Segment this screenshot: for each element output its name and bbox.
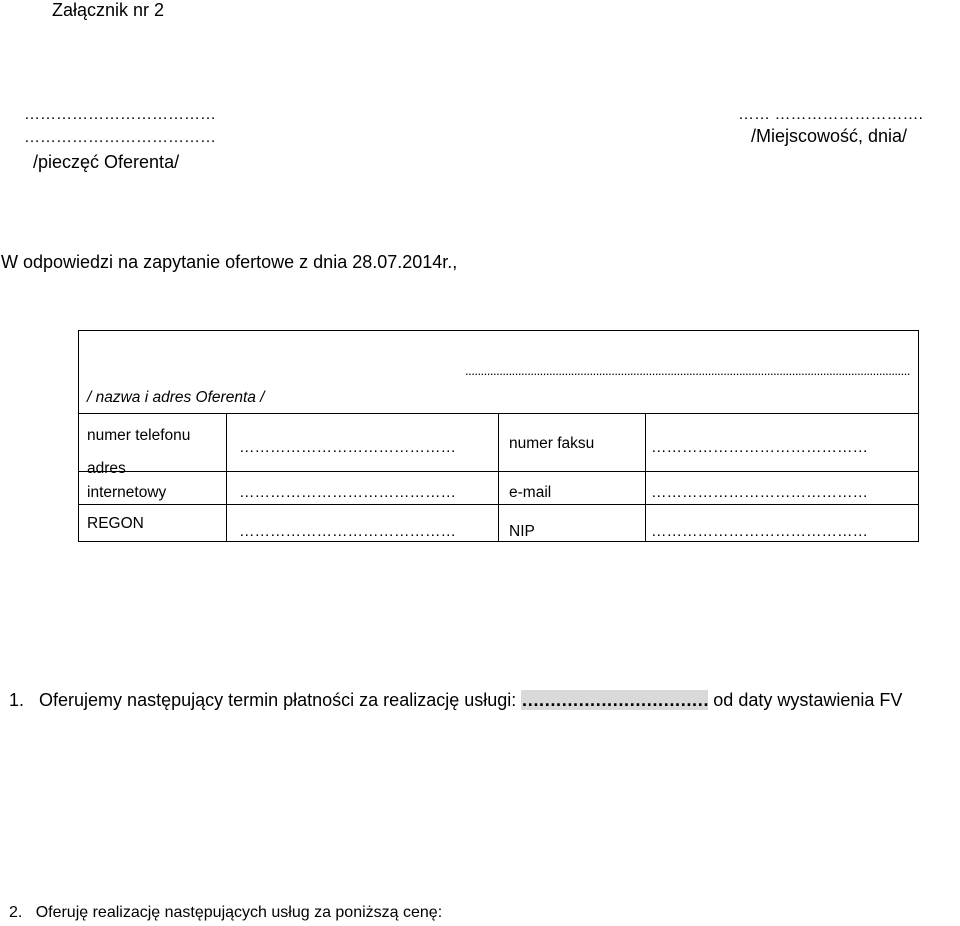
table-column-divider — [498, 413, 499, 542]
website-label-line-1: adres — [87, 460, 126, 477]
place-date-dots: …… ………………………. — [738, 106, 923, 123]
phone-label: numer telefonu — [87, 427, 191, 444]
payment-term-blank: …………………………… — [521, 690, 709, 710]
item-2 — [9, 904, 442, 922]
attachment-label: Załącznik nr 2 — [52, 0, 165, 20]
fax-label: numer faksu — [509, 435, 595, 452]
offeror-name-dots: ............................................................................................................................................... — [465, 363, 910, 378]
table-column-divider — [645, 413, 646, 542]
website-value-dots: …………………………………… — [239, 484, 456, 501]
item-1 — [9, 690, 902, 711]
regon-value-dots: …………………………………… — [239, 523, 456, 540]
item-1-text-after: od daty wystawienia FV — [713, 690, 903, 710]
stamp-dots-line-1: ……………………………… — [24, 106, 216, 123]
website-label-line-2: internetowy — [87, 484, 167, 501]
offeror-name-caption: / nazwa i adres Oferenta / — [87, 389, 265, 406]
regon-label: REGON — [87, 515, 144, 532]
email-label: e-mail — [509, 484, 552, 501]
place-date-caption: /Miejscowość, dnia/ — [751, 126, 908, 146]
email-value-dots: …………………………………… — [651, 484, 868, 501]
item-1-text: Oferujemy następujący termin płatności za realizację usługi: — [39, 690, 517, 710]
item-1-number: 1. — [9, 690, 25, 710]
nip-label: NIP — [509, 523, 535, 540]
item-2-text: Oferuję realizację następujących usług za poniższą cenę: — [35, 904, 443, 921]
item-2-number: 2. — [9, 904, 23, 921]
nip-value-dots: …………………………………… — [651, 523, 868, 540]
intro-text: W odpowiedzi na zapytanie ofertowe z dnia 28.07.2014r., — [1, 252, 458, 272]
stamp-caption: /pieczęć Oferenta/ — [33, 152, 180, 172]
offeror-info-table — [78, 330, 919, 542]
table-column-divider — [226, 413, 227, 542]
phone-value-dots: …………………………………… — [239, 439, 456, 456]
stamp-dots-line-2: ……………………………… — [24, 129, 216, 146]
fax-value-dots: …………………………………… — [651, 439, 868, 456]
